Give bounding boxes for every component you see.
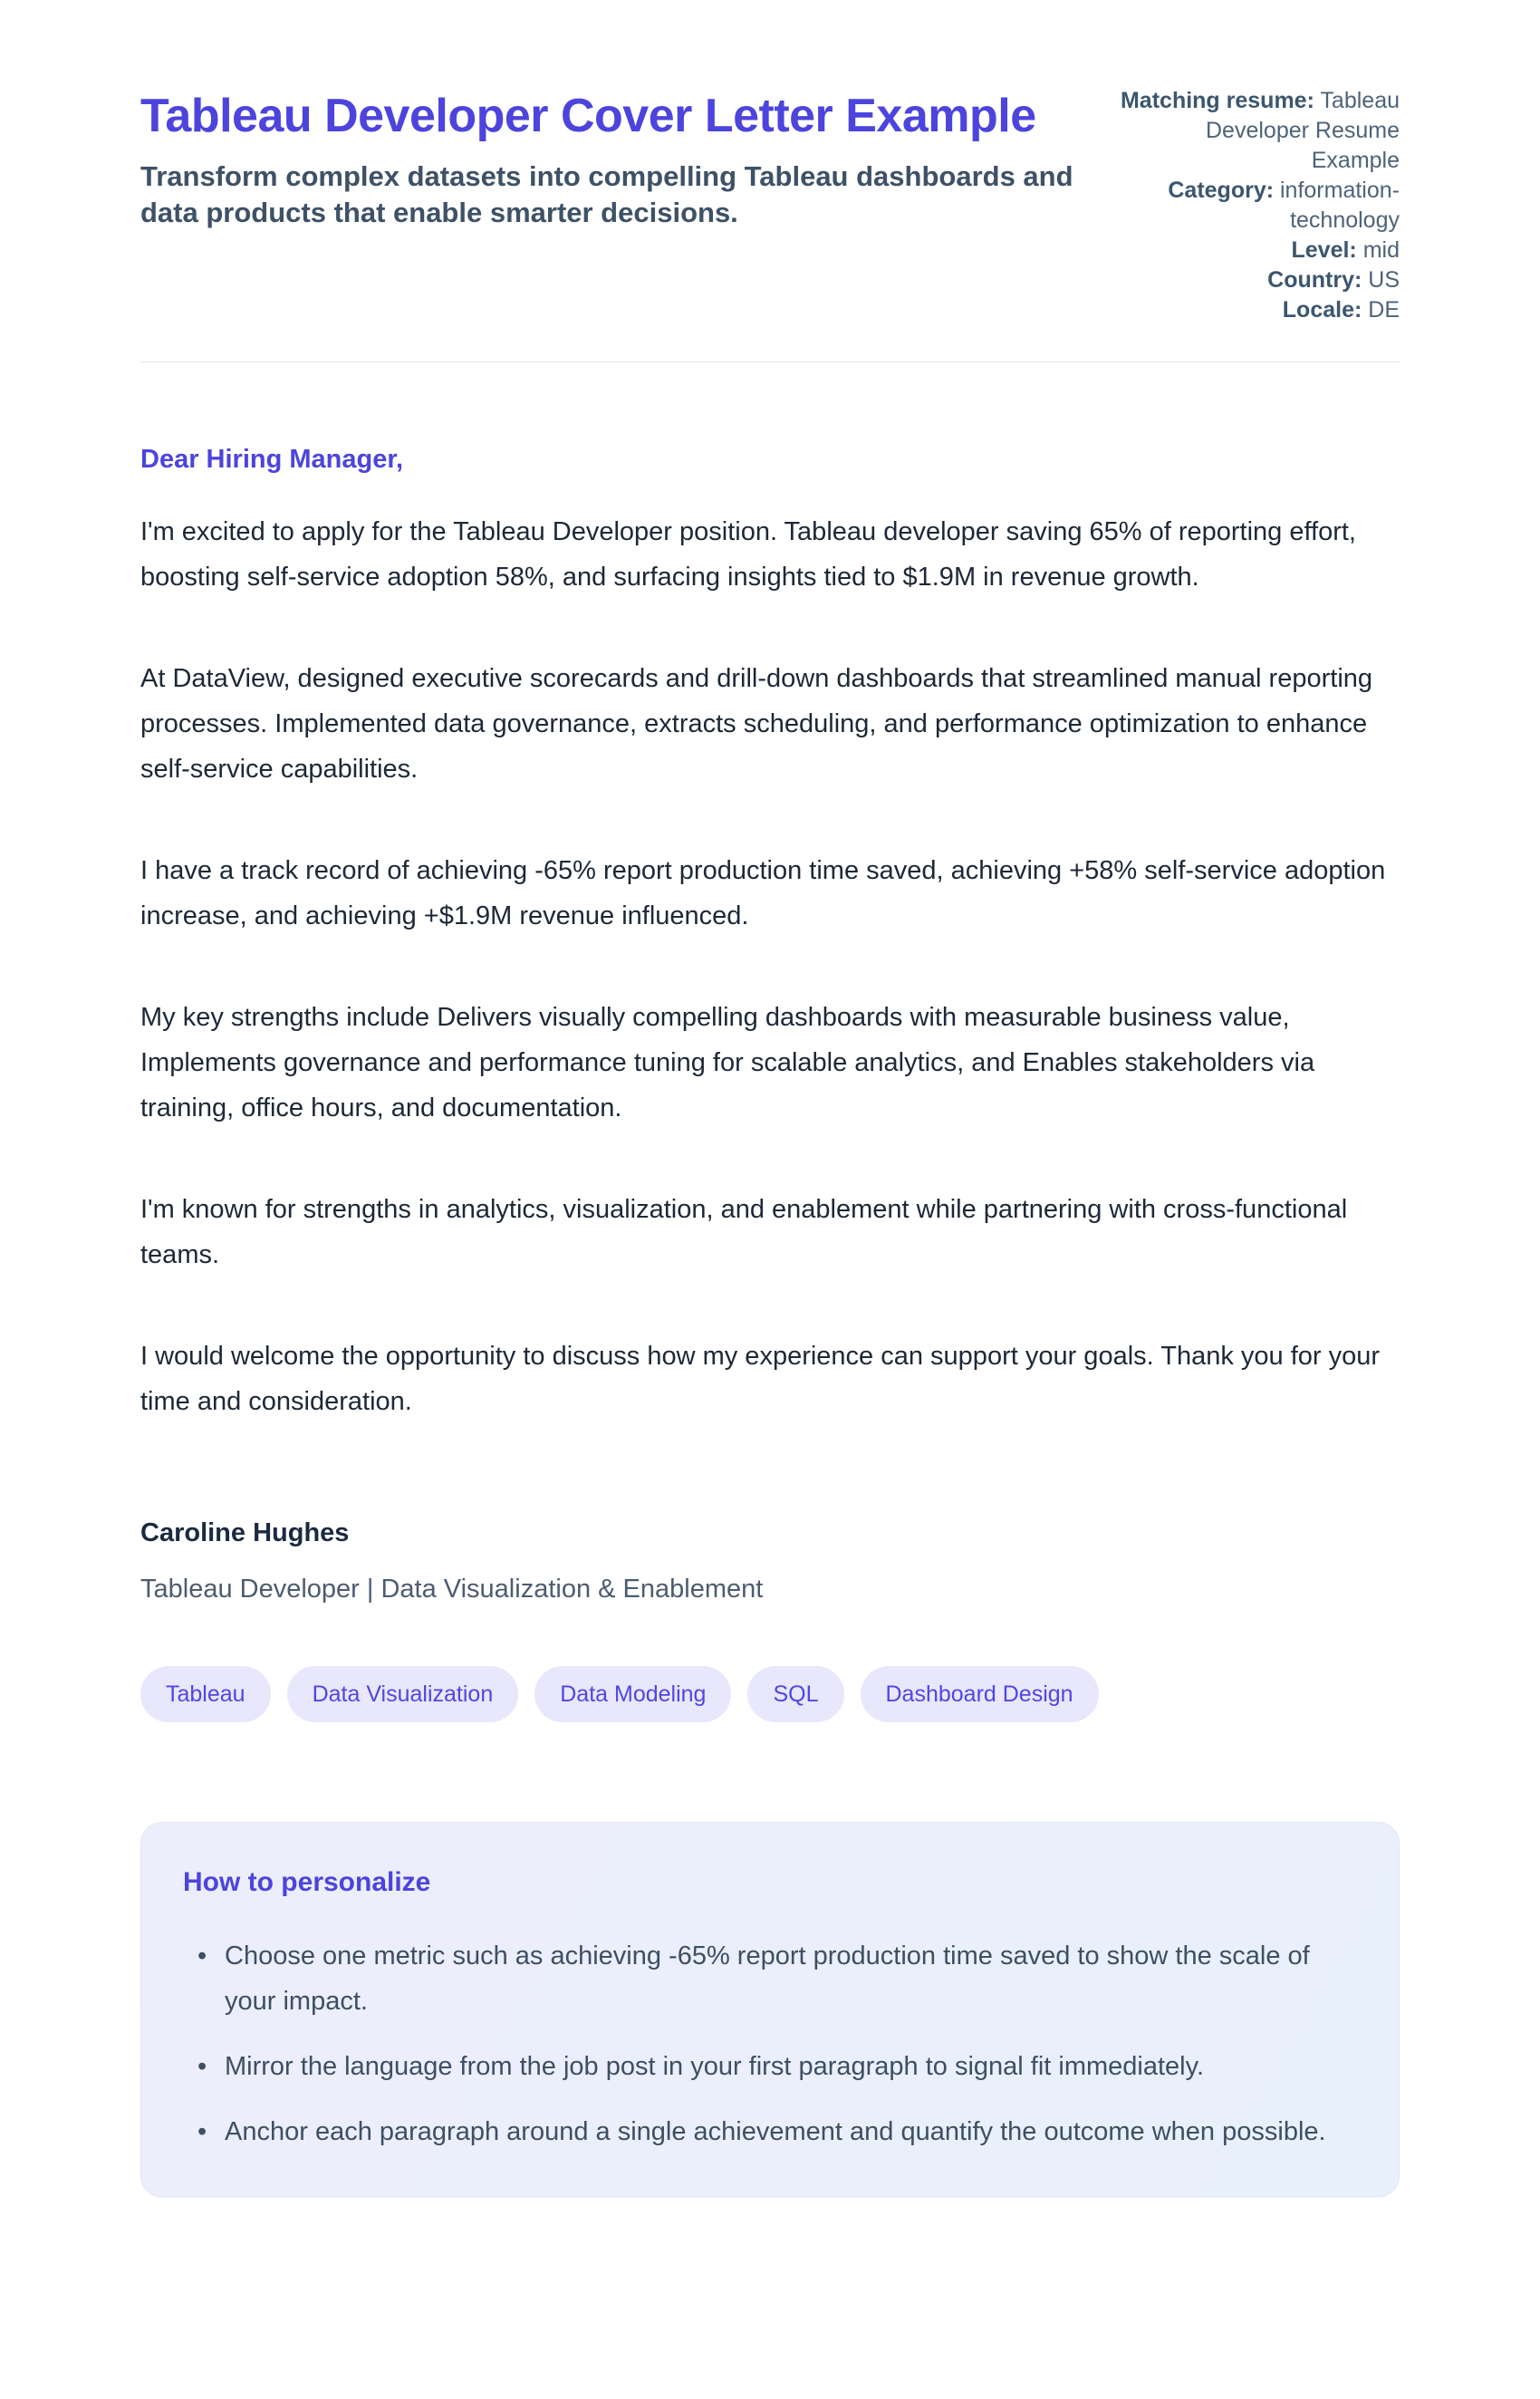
skill-tags xyxy=(140,1666,1400,1722)
tip-item: • Choose one metric such as achieving -65% report production time saved to show the scale of your impact. xyxy=(183,1933,1348,2024)
meta-label-country: Country: xyxy=(1267,267,1362,293)
tip-list xyxy=(183,1933,1348,2154)
meta-label-matching-resume: Matching resume: xyxy=(1120,88,1314,113)
letter-paragraph: I'm known for strengths in analytics, visualization, and enablement while partnering with cross-functional teams. xyxy=(140,1195,1348,1269)
meta-category xyxy=(1119,176,1400,236)
meta-value-locale: DE xyxy=(1368,297,1400,323)
letter-paragraph: I'm excited to apply for the Tableau Developer position. Tableau developer saving 65% of reporting effort, boosting self-service adoption 58%, and surfacing insights tied to $1.9M in revenue growth. xyxy=(140,517,1356,592)
signature-role: Tableau Developer | Data Visualization & Enablement xyxy=(140,1575,764,1604)
signature-name: Caroline Hughes xyxy=(140,1518,350,1547)
page-header xyxy=(140,86,1400,325)
signature-block xyxy=(140,1510,1400,1612)
header-divider xyxy=(140,361,1400,362)
header-title-block xyxy=(140,86,1092,231)
letter-paragraph: My key strengths include Delivers visually compelling dashboards with measurable business value, Implements governance and performance tuning for scalable analytics, and Enables stakeholders via training, office hours, and documentation. xyxy=(140,1003,1315,1122)
letter-greeting: Dear Hiring Manager, xyxy=(140,445,404,474)
meta-value-category: information-technology xyxy=(1280,178,1400,233)
meta-label-level: Level: xyxy=(1291,237,1357,263)
meta-value-country: US xyxy=(1368,267,1400,293)
letter-paragraph: I would welcome the opportunity to discuss how my experience can support your goals. Thank you for your time and consideration. xyxy=(140,1342,1381,1416)
meta-matching-resume xyxy=(1119,86,1400,176)
tag-data-visualization[interactable]: Data Visualization xyxy=(287,1666,519,1722)
meta-level xyxy=(1119,236,1400,265)
meta-value-matching-resume: Tableau Developer Resume Example xyxy=(1206,88,1400,173)
tag-tableau[interactable]: Tableau xyxy=(140,1666,271,1722)
tip-item: • Anchor each paragraph around a single achievement and quantify the outcome when possible. xyxy=(183,2109,1348,2154)
resume-meta-block xyxy=(1119,86,1400,325)
cover-letter-body xyxy=(140,437,1400,1612)
tag-sql[interactable]: SQL xyxy=(747,1666,843,1722)
meta-label-category: Category: xyxy=(1168,178,1275,203)
tag-dashboard-design[interactable]: Dashboard Design xyxy=(861,1666,1099,1722)
how-to-personalize-box xyxy=(140,1822,1400,2197)
tip-box-title: How to personalize xyxy=(183,1867,431,1897)
letter-paragraph: I have a track record of achieving -65% report production time saved, achieving +58% self-service adoption increase, and achieving +$1.9M revenue influenced. xyxy=(140,856,1386,930)
tag-data-modeling[interactable]: Data Modeling xyxy=(534,1666,731,1722)
meta-value-level: mid xyxy=(1362,237,1400,263)
letter-paragraph: At DataView, designed executive scorecards and drill-down dashboards that streamlined manual reporting processes. Implemented data governance, extracts scheduling, and performance optimization to enhance self-service capabilities. xyxy=(140,664,1373,784)
tip-item: • Mirror the language from the job post in your first paragraph to signal fit immediately. xyxy=(183,2044,1348,2089)
page-subtitle: Transform complex datasets into compelling Tableau dashboards and data products that enable smarter decisions. xyxy=(140,159,1073,228)
meta-country xyxy=(1119,265,1400,295)
cover-letter-page xyxy=(140,0,1400,2260)
page-title: Tableau Developer Cover Letter Example xyxy=(140,90,1036,142)
meta-locale xyxy=(1119,295,1400,325)
meta-label-locale: Locale: xyxy=(1282,297,1362,323)
